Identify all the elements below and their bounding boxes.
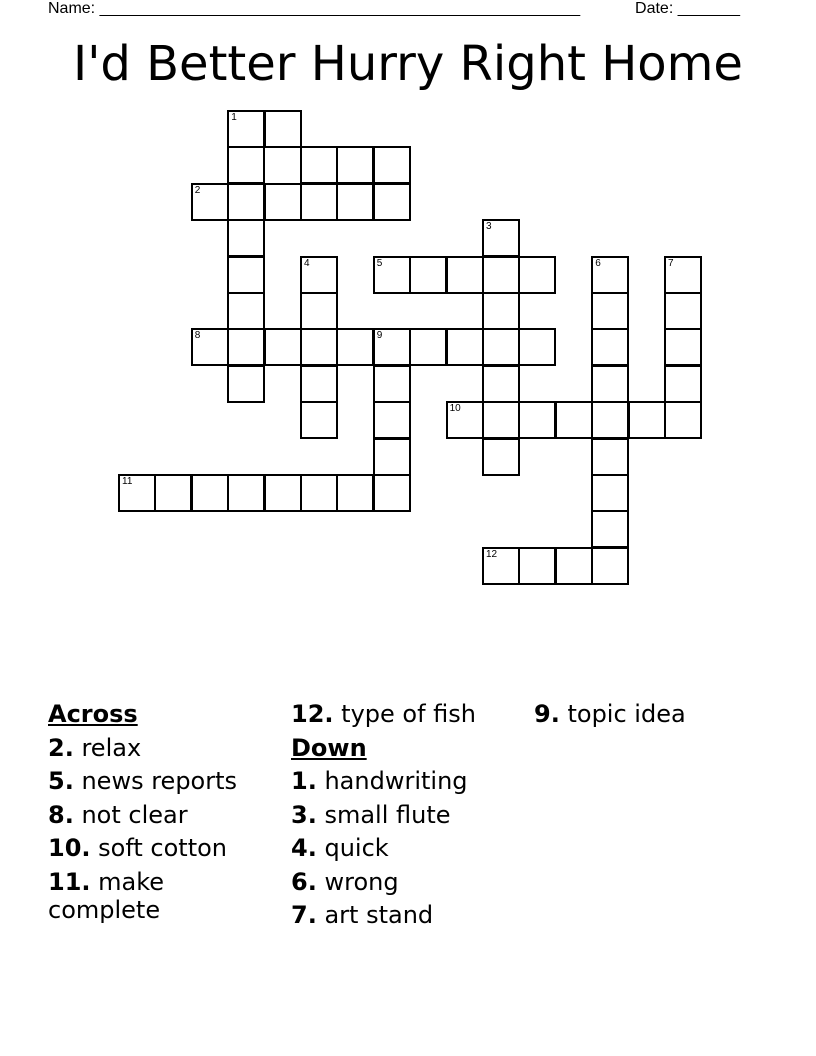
crossword-cell[interactable]	[300, 256, 338, 294]
crossword-cell[interactable]	[300, 292, 338, 330]
crossword-cell[interactable]	[336, 328, 374, 366]
crossword-cell[interactable]	[591, 328, 629, 366]
crossword-cell[interactable]	[482, 438, 520, 476]
crossword-cell[interactable]	[518, 256, 556, 294]
crossword-cell[interactable]	[482, 401, 520, 439]
clue-item: 9. topic idea	[534, 700, 686, 728]
crossword-cell[interactable]	[591, 365, 629, 403]
clue-number: 9	[376, 330, 383, 342]
clue-item: 7. art stand	[291, 901, 434, 929]
crossword-cell[interactable]	[591, 256, 629, 294]
crossword-cell[interactable]	[664, 328, 702, 366]
crossword-cell[interactable]	[227, 219, 265, 257]
crossword-cell[interactable]	[664, 292, 702, 330]
crossword-cell[interactable]	[373, 146, 411, 184]
crossword-cell[interactable]	[591, 401, 629, 439]
clue-column-2	[291, 700, 521, 935]
clue-item: 5. news reports	[48, 767, 238, 795]
clue-number: 10	[449, 403, 461, 415]
crossword-cell[interactable]	[154, 474, 192, 512]
crossword-cell[interactable]	[628, 401, 666, 439]
crossword-cell[interactable]	[591, 547, 629, 585]
clue-number: 3	[486, 221, 492, 233]
crossword-cell[interactable]	[227, 365, 265, 403]
clue-number: 6	[595, 257, 601, 269]
crossword-cell[interactable]	[227, 292, 265, 330]
clue-number: 12	[486, 548, 498, 560]
crossword-cell[interactable]	[482, 328, 520, 366]
clue-item: 12. type of fish	[291, 700, 476, 728]
crossword-cell[interactable]	[227, 110, 265, 148]
crossword-cell[interactable]	[227, 256, 265, 294]
crossword-cell[interactable]	[591, 438, 629, 476]
crossword-cell[interactable]	[482, 547, 520, 585]
crossword-cell[interactable]	[373, 474, 411, 512]
crossword-cell[interactable]	[482, 219, 520, 257]
down-heading: Down	[291, 733, 367, 762]
clue-number: 8	[194, 330, 201, 342]
clue-item: 10. soft cotton	[48, 834, 228, 862]
crossword-cell[interactable]	[482, 292, 520, 330]
puzzle-title: I'd Better Hurry Right Home	[73, 36, 743, 92]
crossword-cell[interactable]	[336, 183, 374, 221]
crossword-cell[interactable]	[518, 328, 556, 366]
crossword-cell[interactable]	[446, 401, 484, 439]
crossword-cell[interactable]	[409, 328, 447, 366]
clue-item: 8. not clear	[48, 800, 188, 829]
crossword-cell[interactable]	[191, 474, 229, 512]
crossword-cell[interactable]	[482, 256, 520, 294]
crossword-cell[interactable]	[373, 365, 411, 403]
crossword-cell[interactable]	[300, 146, 338, 184]
crossword-cell[interactable]	[518, 547, 556, 585]
crossword-cell[interactable]	[518, 401, 556, 439]
clue-column-1	[48, 700, 278, 929]
crossword-cell[interactable]	[227, 146, 265, 184]
crossword-cell[interactable]	[336, 474, 374, 512]
clue-number: 1	[231, 112, 237, 123]
crossword-cell[interactable]	[300, 365, 338, 403]
crossword-cell[interactable]	[300, 401, 338, 439]
clue-item: 4. quick	[291, 834, 389, 862]
across-heading: Across	[48, 700, 138, 728]
clue-column-3	[534, 700, 764, 734]
crossword-cell[interactable]	[664, 256, 702, 294]
crossword-cell[interactable]	[555, 547, 593, 585]
clue-number: 11	[122, 476, 133, 487]
crossword-cell[interactable]	[264, 110, 302, 148]
crossword-cell[interactable]	[409, 256, 447, 294]
crossword-cell[interactable]	[446, 328, 484, 366]
clue-item: 6. wrong	[291, 867, 399, 896]
crossword-cell[interactable]	[373, 183, 411, 221]
crossword-cell[interactable]	[264, 328, 302, 366]
clue-item: 11. make complete	[48, 867, 165, 924]
clue-item: 2. relax	[48, 733, 142, 762]
crossword-cell[interactable]	[300, 328, 338, 366]
clue-item: 1. handwriting	[291, 767, 468, 795]
crossword-cell[interactable]	[446, 256, 484, 294]
clue-number: 5	[376, 257, 383, 269]
crossword-cell[interactable]	[300, 474, 338, 512]
crossword-cell[interactable]	[264, 183, 302, 221]
crossword-cell[interactable]	[227, 474, 265, 512]
crossword-cell[interactable]	[591, 474, 629, 512]
crossword-cell[interactable]	[373, 328, 411, 366]
name-line: Name: ______________________________________________________	[48, 0, 581, 17]
crossword-cell[interactable]	[227, 328, 265, 366]
crossword-cell[interactable]	[300, 183, 338, 221]
crossword-cell[interactable]	[336, 146, 374, 184]
crossword-cell[interactable]	[591, 510, 629, 548]
clue-item: 3. small flute	[291, 800, 451, 829]
crossword-cell[interactable]	[664, 401, 702, 439]
date-line: Date: _______	[635, 0, 740, 17]
crossword-cell[interactable]	[191, 328, 229, 366]
clue-number: 4	[304, 257, 310, 269]
crossword-cell[interactable]	[591, 292, 629, 330]
crossword-cell[interactable]	[373, 401, 411, 439]
crossword-cell[interactable]	[373, 256, 411, 294]
crossword-cell[interactable]	[482, 365, 520, 403]
crossword-cell[interactable]	[664, 365, 702, 403]
crossword-cell[interactable]	[264, 474, 302, 512]
clue-number: 2	[194, 184, 201, 196]
crossword-cell[interactable]	[118, 474, 156, 512]
crossword-cell[interactable]	[373, 438, 411, 476]
crossword-cell[interactable]	[555, 401, 593, 439]
clue-number: 7	[668, 257, 674, 269]
crossword-cell[interactable]	[227, 183, 265, 221]
crossword-cell[interactable]	[191, 183, 229, 221]
